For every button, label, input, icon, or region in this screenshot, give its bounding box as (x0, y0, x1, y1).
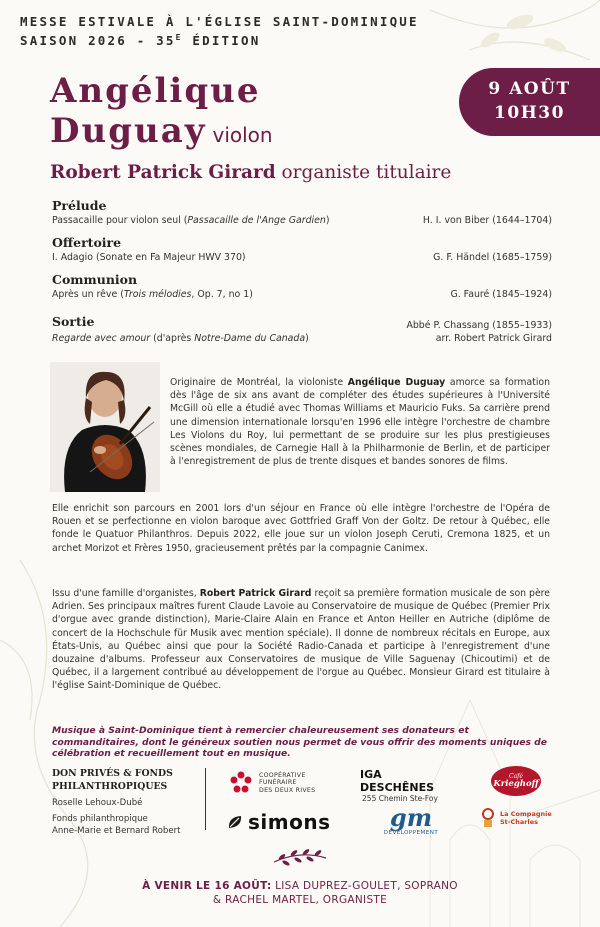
bio-text: Issu d'une famille d'organistes, (52, 588, 200, 599)
sortie-left (52, 314, 309, 344)
piece-text: Passacaille pour violon seul ( (52, 215, 188, 226)
program-section-offertoire (52, 235, 552, 263)
composer: G. F. Händel (1685–1759) (433, 252, 552, 263)
iga-address: 255 Chemin Ste-Foy (362, 794, 438, 803)
simons-leaf-icon (226, 813, 244, 831)
piece-text: I. Adagio (Sonate en Fa Majeur HWV 370) (52, 252, 246, 263)
event-title: MESSE ESTIVALE À L'ÉGLISE SAINT-DOMINIQUE (20, 14, 419, 29)
season-prefix: SAISON 2026 - 35 (20, 33, 176, 49)
artist-last-name: Duguay (50, 111, 207, 151)
section-title: Communion (52, 272, 138, 287)
bio-organist-name: Robert Patrick Girard (199, 588, 312, 599)
upcoming-line2: & RACHEL MARTEL, ORGANISTE (212, 894, 388, 906)
simons-wordmark: simons (248, 810, 331, 834)
piece-text: Regarde avec amour (52, 333, 151, 344)
organist-name: Robert Patrick Girard (50, 162, 276, 183)
piece-text: Après un rêve ( (52, 289, 124, 300)
organist-role: organiste titulaire (281, 162, 452, 183)
violinist-bio-continued: Elle enrichit son parcours en 2001 lors d'un séjour en France où elle intègre l'orchestre de l'Opéra de Rouen et se perfectionne en violon baroque avec Gottfried Graff Von der Goltz. De retour à Québec, elle fonde le Quatuor Philanthros. Depuis 2022, elle joue sur un violon Joseph Ceruti, Cremona 1825, et un archet Morizot et Frères 1950, gracieusement prêtés par la compagnie Canimex. (52, 503, 550, 554)
sponsor-simons (226, 810, 330, 834)
composer: H. I. von Biber (1644–1704) (422, 215, 552, 226)
composer: Abbé P. Chassang (1855–1933) (406, 320, 552, 331)
sponsor-cafe-krieghoff (491, 766, 541, 796)
leaf-ornament-icon (270, 846, 330, 868)
piece-italic: Notre-Dame du Canada (194, 333, 306, 344)
piece-end: ) (325, 215, 330, 226)
sponsor-gm-developpement (378, 803, 444, 836)
donors-title-line: DON PRIVÉS & FONDS (52, 768, 173, 779)
date-time: 10H30 (494, 103, 565, 123)
piece-row (52, 289, 552, 300)
piece-row (52, 215, 552, 226)
organist-line (50, 162, 451, 183)
piece-title (52, 289, 253, 300)
upcoming-lead: À VENIR LE 16 AOÛT: (142, 880, 272, 892)
donors-title-line: PHILANTHROPIQUES (52, 781, 168, 792)
sponsor-iga (360, 768, 440, 803)
violinist-photo (50, 362, 160, 492)
composer: G. Fauré (1845–1924) (450, 289, 552, 300)
csc-logo-icon (480, 808, 496, 828)
donors-title (52, 767, 202, 793)
program-section-communion (52, 272, 552, 300)
date-day: 9 AOÛT (488, 79, 571, 99)
bio-text: Originaire de Montréal, la violoniste (170, 377, 348, 388)
artist-last-name-row (50, 112, 273, 154)
donor-item: Fonds philanthropique (52, 814, 148, 824)
piece-row (52, 252, 552, 263)
gm-subtitle: DÉVELOPPEMENT (383, 830, 439, 836)
donors-list (52, 767, 202, 837)
iga-name: IGA DESCHÊNES (360, 768, 435, 794)
piece-italic: Trois mélodies (123, 289, 192, 300)
upcoming-line1 (0, 879, 600, 893)
bio-text: amorce sa formation dès l'âge de six ans avant de compléter des études supérieures à l'Université McGill où elle a étudié avec Thomas Williams et Mauricio Fuks. Sa carrière prend une dimension internationale lorsqu'en 1996 elle intègre l'orchestre de chambre Les Violons du Roy, lui permettant de se produire sur les plus prestigieuses scènes mondiales, de Carnegie Hall à la Philharmonie de Berlin, et de participer à l'enregistrement de plus de trente disques et bandes sonores de films. (170, 377, 550, 468)
bio-artist-name: Angélique Duguay (347, 377, 446, 388)
csc-name: La Compagnie St-Charles (500, 810, 552, 826)
donor-item: Anne-Marie et Bernard Robert (52, 826, 181, 836)
coop-name: COOPÉRATIVE FUNÉRAIRE DES DEUX RIVES (259, 771, 316, 794)
section-title: Sortie (52, 314, 95, 329)
date-badge (459, 68, 600, 136)
program-section-sortie (52, 314, 552, 345)
piece-italic: Passacaille de l'Ange Gardien (187, 215, 326, 226)
sponsor-coop-funeraire (228, 770, 315, 796)
upcoming-event (0, 879, 600, 907)
gm-wordmark: gm (389, 803, 433, 832)
section-title: Prélude (52, 198, 107, 213)
divider (205, 768, 206, 830)
season-superscript: E (175, 33, 183, 42)
cafe-label: Café (509, 773, 523, 780)
cafe-name: Krieghoff (493, 779, 539, 789)
artist-instrument: violon (212, 123, 273, 147)
program (52, 198, 552, 345)
sortie-composer (406, 314, 552, 345)
arranger: arr. Robert Patrick Girard (435, 333, 552, 344)
bio-text: reçoit sa première formation musicale de son père Adrien. Ses principaux maîtres furent Claude Lavoie au Conservatoire de musique de Québec (Premier Prix d'orgue avec grande distinction), Marie-Claire Alain en France et Anton Heiller en Autriche (diplôme de concert de la Hochschule für Musik avec mention spéciale). Il donne de nombreux récitals en Europe, aux États-Unis, au Québec ainsi que pour la Société Radio-Canada et participe à l'enregistrement d'une douzaine d'albums. Professeur aux Conservatoires de musique de Ville Saguenay (Chicoutimi) et de Québec, il a largement contribué au développement de l'orgue au Québec. Monsieur Girard est titulaire à l'église Saint-Dominique de Québec. (52, 588, 551, 692)
piece-end: , Op. 7, no 1) (191, 289, 253, 300)
piece-title (52, 252, 246, 263)
piece-end: ) (305, 333, 309, 344)
piece-title (52, 333, 309, 344)
piece-title (52, 215, 330, 226)
thanks-message: Musique à Saint-Dominique tient à remercier chaleureusement ses donateurs et commanditaires, dont le généreux soutien nous permet de vous offrir des moments uniques de célébration et recueillement tout en musique. (52, 725, 547, 759)
donor-item: Roselle Lehoux-Dubé (52, 798, 143, 808)
piece-text: (d'après (150, 333, 195, 344)
season-subtitle (20, 33, 260, 48)
upcoming-performer: LISA DUPREZ-GOULET, SOPRANO (271, 880, 458, 892)
sponsor-compagnie-st-charles (480, 808, 552, 828)
violinist-bio-intro (170, 376, 550, 468)
program-section-prelude (52, 198, 552, 226)
coop-flower-icon (228, 770, 254, 796)
section-title: Offertoire (52, 235, 122, 250)
organist-bio (52, 587, 550, 693)
season-suffix: ÉDITION (182, 33, 261, 49)
artist-first-name: Angélique (50, 71, 261, 111)
